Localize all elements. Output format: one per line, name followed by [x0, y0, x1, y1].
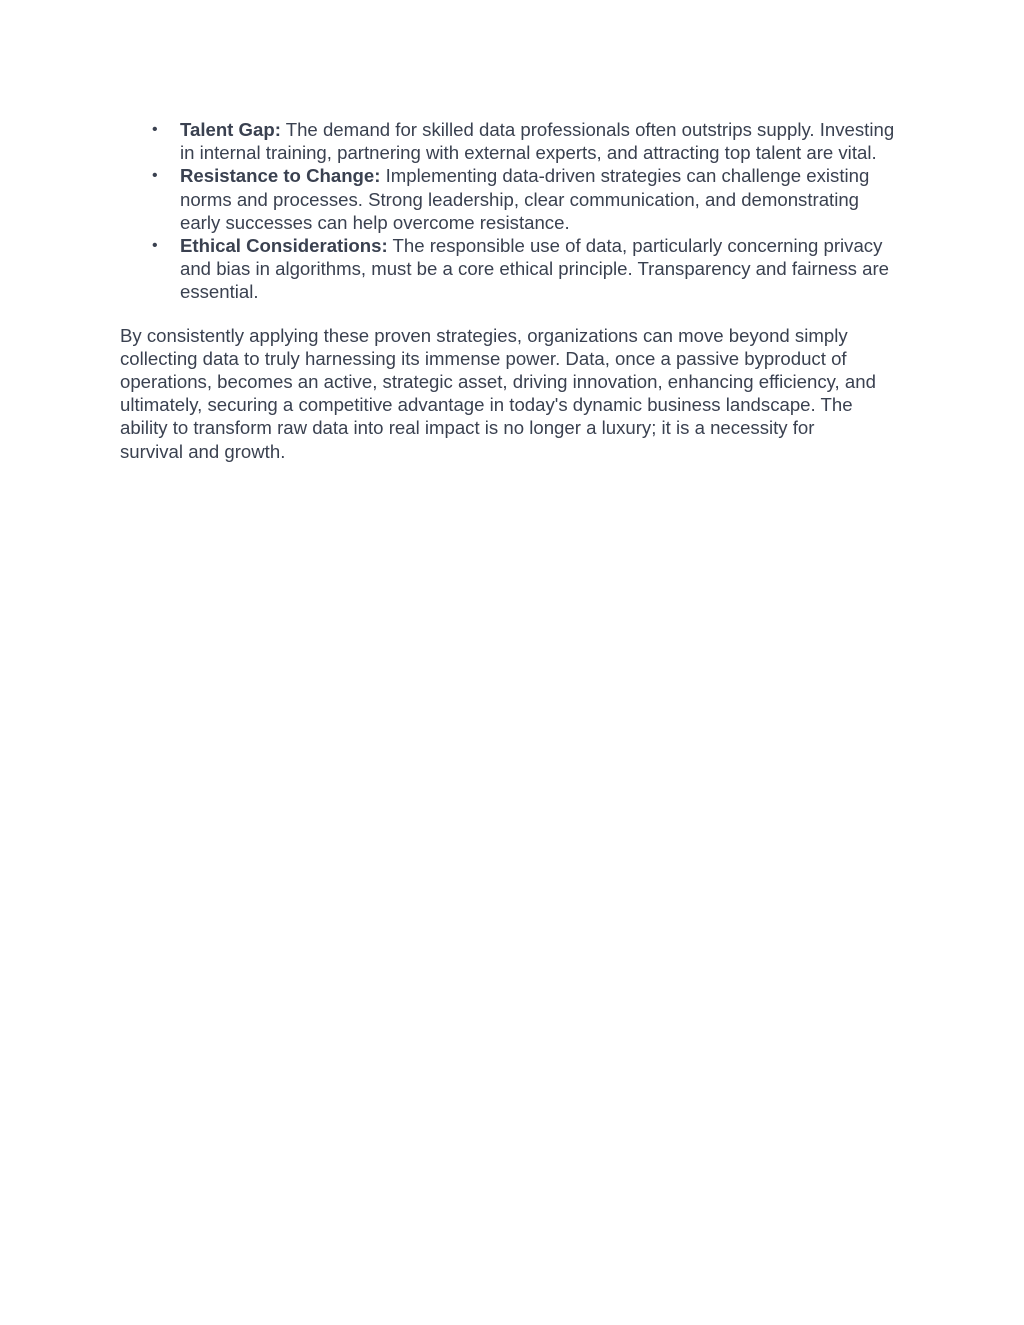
list-item-ethical-considerations: [120, 234, 900, 304]
list-item-text: Implementing data-driven strategies can challenge existing norms and processes. Strong leadership, clear communication, and demonstrating early successes can help overcome resistance.: [180, 165, 870, 233]
list-item-text: The responsible use of data, particularly concerning privacy and bias in algorithms, must be a core ethical principle. Transparency and fairness are essential.: [180, 235, 889, 303]
bullet-icon: •: [152, 237, 158, 255]
document-body: [120, 118, 900, 463]
list-item-resistance-to-change: [120, 164, 900, 234]
list-item-text: The demand for skilled data professionals often outstrips supply. Investing in internal training, partnering with external experts, and attracting top talent are vital.: [180, 119, 895, 164]
challenges-list: [120, 118, 900, 304]
bullet-icon: •: [152, 167, 158, 185]
list-item-term: Resistance to Change:: [180, 165, 381, 187]
closing-paragraph: By consistently applying these proven strategies, organizations can move beyond simply collecting data to truly harnessing its immense power. Data, once a passive byproduct of operations, becomes an active, strategic asset, driving innovation, enhancing efficiency, and ultimately, securing a competitive advantage in today's dynamic business landscape. The ability to transform raw data into real impact is no longer a luxury; it is a necessity for survival and growth.: [120, 324, 876, 462]
list-item-term: Ethical Considerations:: [180, 235, 388, 257]
list-item-term: Talent Gap:: [180, 119, 281, 140]
bullet-icon: •: [152, 121, 158, 138]
list-item-talent-gap: [120, 118, 900, 164]
